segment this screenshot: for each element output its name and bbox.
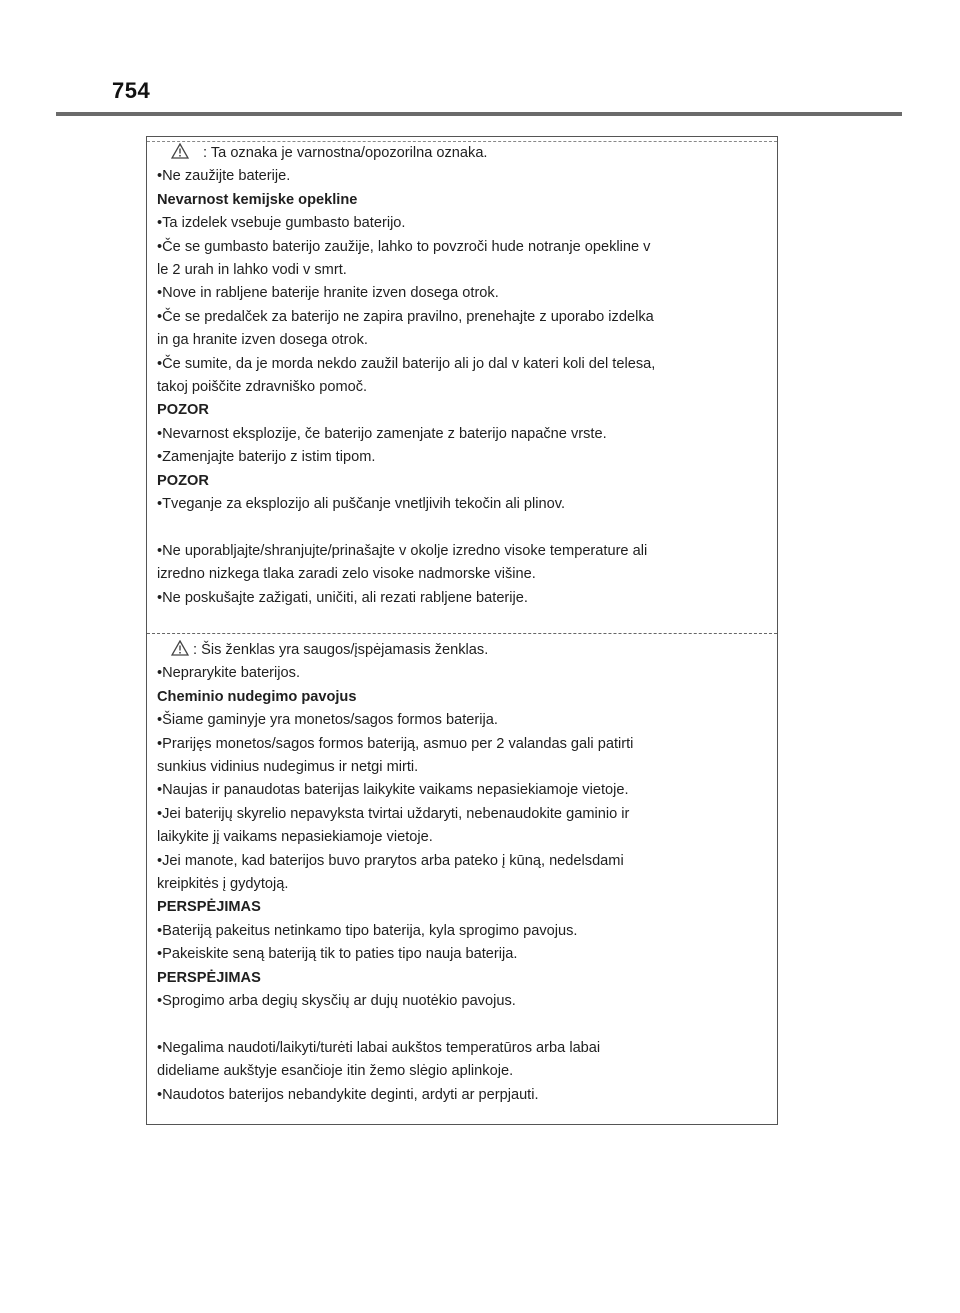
- section-heading: Nevarnost kemijske opekline: [157, 191, 358, 208]
- text-line: •Tveganje za eksplozijo ali puščanje vnetljivih tekočin ali plinov.: [157, 496, 566, 513]
- caution-heading: POZOR: [157, 472, 209, 489]
- section-divider: [147, 633, 777, 634]
- warning-note-row: [157, 639, 767, 662]
- text-line: dideliame aukštyje esančioje itin žemo slėgio aplinkoje.: [157, 1063, 514, 1080]
- text-line: •Jei manote, kad baterijos buvo prarytos arba pateko į kūną, nedelsdami: [157, 852, 624, 869]
- caution-heading: POZOR: [157, 402, 209, 419]
- text-line: •Ne zaužijte baterije.: [157, 168, 291, 185]
- battery-warning-box: [146, 136, 778, 1125]
- text-line: •Sprogimo arba degių skysčių ar dujų nuotėkio pavojus.: [157, 993, 516, 1010]
- warning-triangle-icon: [171, 143, 189, 159]
- text-line: •Negalima naudoti/laikyti/turėti labai aukštos temperatūros arba labai: [157, 1039, 601, 1056]
- text-line: •Šiame gaminyje yra monetos/sagos formos baterija.: [157, 712, 498, 729]
- text-line: le 2 urah in lahko vodi v smrt.: [157, 262, 347, 279]
- text-line: •Če se predalček za baterijo ne zapira pravilno, prenehajte z uporabo izdelka: [157, 308, 654, 325]
- slovenian-section: [147, 142, 777, 610]
- text-line: •Prarijęs monetos/sagos formos bateriją, asmuo per 2 valandas gali patirti: [157, 735, 634, 752]
- text-line: •Ne uporabljajte/shranjujte/prinašajte v okolje izredno visoke temperature ali: [157, 542, 648, 559]
- text-line: •Naudotos baterijos nebandykite deginti, ardyti ar perpjauti.: [157, 1086, 539, 1103]
- section-heading: Cheminio nudegimo pavojus: [157, 688, 357, 705]
- caution-heading: PERSPĖJIMAS: [157, 969, 261, 986]
- text-line: •Ta izdelek vsebuje gumbasto baterijo.: [157, 215, 406, 232]
- text-line: sunkius vidinius nudegimus ir netgi mirti.: [157, 759, 419, 776]
- text-line: laikykite jį vaikams nepasiekiamoje vietoje.: [157, 829, 433, 846]
- text-line: •Nevarnost eksplozije, če baterijo zamenjate z baterijo napačne vrste.: [157, 425, 607, 442]
- text-line: •Jei baterijų skyrelio nepavyksta tvirtai uždaryti, nebenaudokite gaminio ir: [157, 805, 630, 822]
- warning-note-row: [157, 142, 767, 165]
- text-line: •Bateriją pakeitus netinkamo tipo baterija, kyla sprogimo pavojus.: [157, 922, 578, 939]
- warning-note-text: : Šis ženklas yra saugos/įspėjamasis ženklas.: [193, 642, 489, 658]
- warning-triangle-icon: [171, 640, 189, 656]
- text-line: kreipkitės į gydytoją.: [157, 876, 289, 893]
- text-line: •Pakeiskite seną bateriją tik to paties tipo nauja baterija.: [157, 946, 518, 963]
- lithuanian-section: [147, 639, 777, 1107]
- warning-note-text: : Ta oznaka je varnostna/opozorilna oznaka.: [203, 145, 488, 161]
- blank-line: [157, 517, 767, 540]
- text-line: •Če se gumbasto baterijo zaužije, lahko to povzroči hude notranje opekline v: [157, 238, 651, 255]
- blank-line: [157, 1014, 767, 1037]
- text-line: izredno nizkega tlaka zaradi zelo visoke nadmorske višine.: [157, 566, 536, 583]
- text-line: •Nove in rabljene baterije hranite izven dosega otrok.: [157, 285, 499, 302]
- caution-heading: PERSPĖJIMAS: [157, 899, 261, 916]
- text-line: •Neprarykite baterijos.: [157, 665, 300, 682]
- text-line: •Naujas ir panaudotas baterijas laikykite vaikams nepasiekiamoje vietoje.: [157, 782, 629, 799]
- text-line: takoj poiščite zdravniško pomoč.: [157, 379, 368, 396]
- text-line: •Ne poskušajte zažigati, uničiti, ali rezati rabljene baterije.: [157, 589, 528, 606]
- text-line: •Zamenjajte baterijo z istim tipom.: [157, 449, 376, 466]
- header-rule: [56, 112, 902, 116]
- text-line: •Če sumite, da je morda nekdo zaužil baterijo ali jo dal v kateri koli del telesa,: [157, 355, 656, 372]
- page-number: 754: [112, 78, 151, 103]
- text-line: in ga hranite izven dosega otrok.: [157, 332, 368, 349]
